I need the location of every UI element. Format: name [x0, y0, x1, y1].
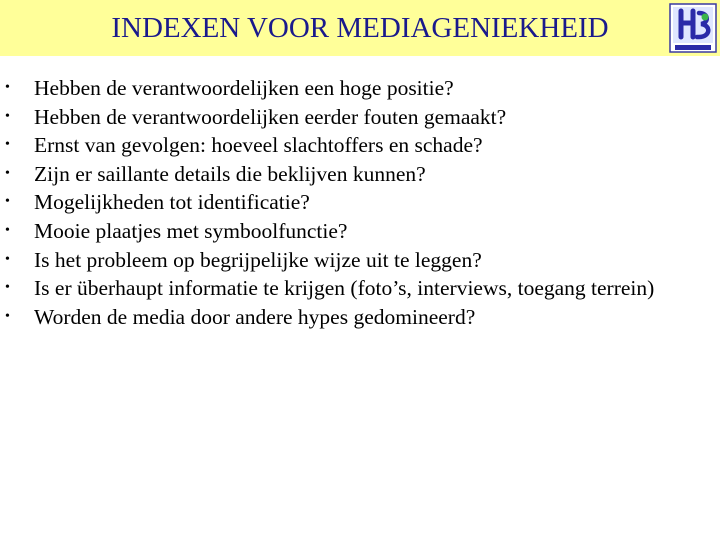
bullet-item: [0, 131, 720, 160]
bullet-dot-icon: •: [5, 194, 10, 210]
bullet-dot-icon: •: [5, 308, 10, 324]
bullet-item: [0, 274, 720, 303]
logo-icon: [669, 3, 717, 53]
bullet-item: [0, 246, 720, 275]
bullet-item: [0, 217, 720, 246]
bullet-dot-icon: •: [5, 108, 10, 124]
bullet-dot-icon: •: [5, 165, 10, 181]
bullet-text: Ernst van gevolgen: hoeveel slachtoffers en schade?: [34, 133, 483, 158]
bullet-dot-icon: •: [5, 80, 10, 95]
bullet-item: [0, 74, 720, 103]
bullet-item: [0, 303, 720, 332]
bullet-text: Hebben de verantwoordelijken een hoge positie?: [34, 76, 454, 100]
bullet-text: Worden de media door andere hypes gedomineerd?: [34, 304, 476, 329]
slide-title: INDEXEN VOOR MEDIAGENIEKHEID: [111, 12, 609, 44]
bullet-list: [0, 74, 720, 331]
bullet-dot-icon: •: [5, 137, 10, 153]
bullet-item: [0, 188, 720, 217]
bullet-text: Zijn er saillante details die beklijven kunnen?: [34, 161, 426, 186]
bullet-text: Mogelijkheden tot identificatie?: [34, 190, 310, 215]
bullet-dot-icon: •: [5, 222, 10, 238]
bullet-dot-icon: •: [5, 280, 10, 296]
bullet-dot-icon: •: [5, 251, 10, 267]
bullet-text: Is het probleem op begrijpelijke wijze uit te leggen?: [34, 247, 482, 272]
title-bar: [0, 0, 720, 56]
bullet-item: [0, 160, 720, 189]
bullet-text: Hebben de verantwoordelijken eerder fouten gemaakt?: [34, 104, 507, 129]
bullet-text: Is er überhaupt informatie te krijgen (foto’s, interviews, toegang terrein): [34, 276, 655, 301]
bullet-item: [0, 103, 720, 132]
bullet-text: Mooie plaatjes met symboolfunctie?: [34, 218, 348, 243]
